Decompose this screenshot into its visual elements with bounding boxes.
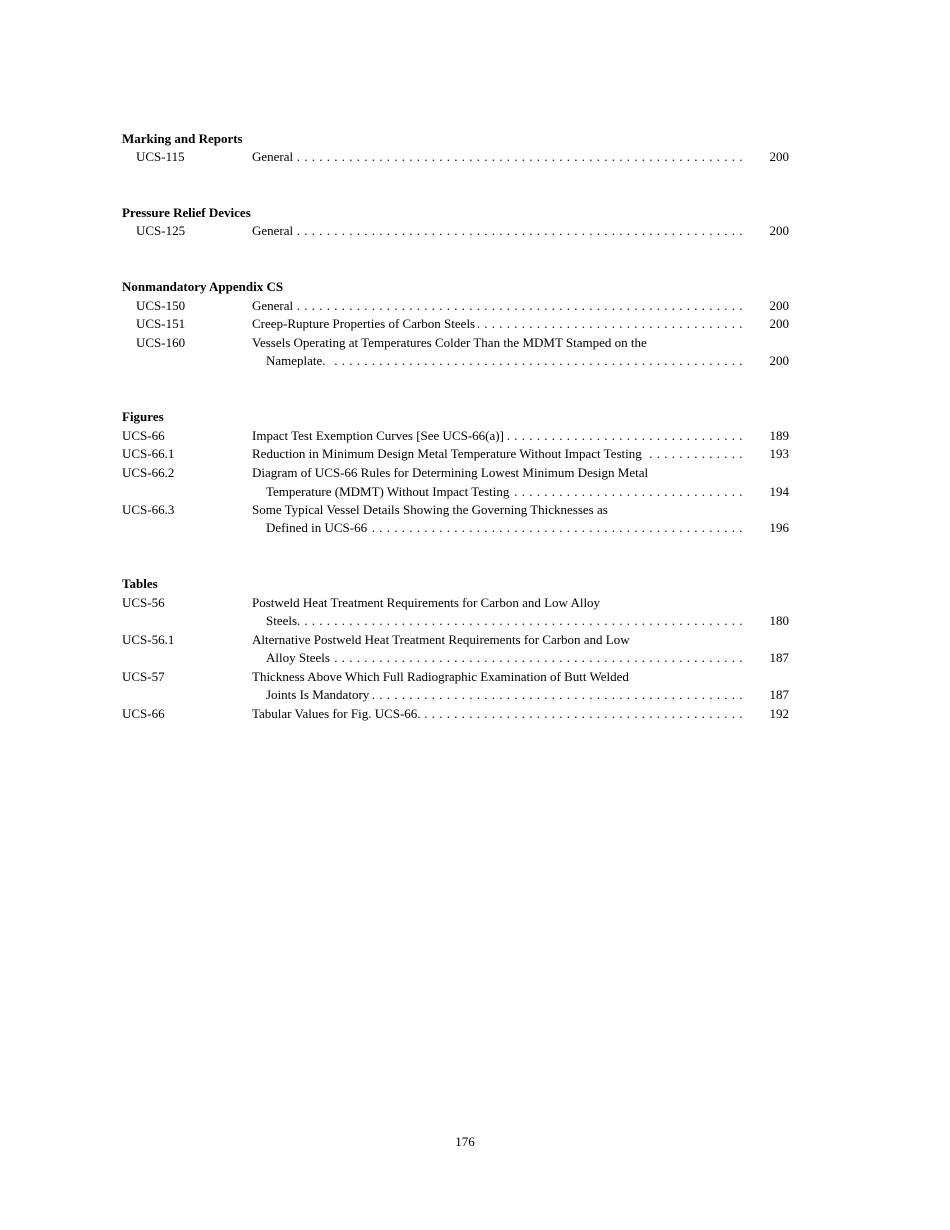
entry-code: UCS-66 xyxy=(122,706,165,721)
entry-title: General . . . xyxy=(252,297,743,315)
entry-title: Alternative Postweld Heat Treatment Requirements for Carbon and Low xyxy=(252,632,630,647)
entry-page: 192 xyxy=(769,706,789,721)
entry-title-continued: Nameplate. . . . xyxy=(266,352,743,370)
entry-title: Tabular Values for Fig. UCS-66. . . . xyxy=(252,705,743,723)
entry-title: General . . . xyxy=(252,222,743,240)
entry-title-continued: Joints Is Mandatory . . . xyxy=(266,686,743,704)
entry-page: 200 xyxy=(769,223,789,238)
section-heading-figures: Figures xyxy=(122,409,164,424)
entry-code: UCS-125 xyxy=(136,223,186,238)
entry-page: 194 xyxy=(769,484,789,499)
page-number: 176 xyxy=(455,1134,475,1149)
entry-page: 193 xyxy=(769,446,789,461)
entry-code: UCS-57 xyxy=(122,669,165,684)
entry-title: Creep-Rupture Properties of Carbon Steels . . . xyxy=(252,315,743,333)
entry-title: Thickness Above Which Full Radiographic Examination of Butt Welded xyxy=(252,669,629,684)
entry-page: 180 xyxy=(769,613,789,628)
entry-title: Diagram of UCS-66 Rules for Determining Lowest Minimum Design Metal xyxy=(252,465,649,480)
entry-code: UCS-150 xyxy=(136,298,186,313)
entry-code: UCS-56.1 xyxy=(122,632,175,647)
entry-title-continued: Alloy Steels . . . xyxy=(266,649,743,667)
entry-page: 200 xyxy=(769,298,789,313)
section-heading-tables: Tables xyxy=(122,576,158,591)
entry-title: Vessels Operating at Temperatures Colder Than the MDMT Stamped on the xyxy=(252,335,647,350)
entry-code: UCS-66.1 xyxy=(122,446,175,461)
entry-code: UCS-56 xyxy=(122,595,165,610)
entry-code: UCS-115 xyxy=(136,149,185,164)
entry-page: 196 xyxy=(769,520,789,535)
entry-page: 200 xyxy=(769,316,789,331)
entry-title: Some Typical Vessel Details Showing the Governing Thicknesses as xyxy=(252,502,608,517)
entry-code: UCS-160 xyxy=(136,335,186,350)
entry-page: 189 xyxy=(769,428,789,443)
entry-title: Impact Test Exemption Curves [See UCS-66(a)] . . . xyxy=(252,427,743,445)
entry-title-continued: Defined in UCS-66 . . . xyxy=(266,519,743,537)
entry-page: 200 xyxy=(769,353,789,368)
entry-title-continued: Temperature (MDMT) Without Impact Testing . . . xyxy=(266,483,743,501)
entry-code: UCS-66 xyxy=(122,428,165,443)
entry-page: 187 xyxy=(769,687,789,702)
entry-title: Postweld Heat Treatment Requirements for Carbon and Low Alloy xyxy=(252,595,601,610)
entry-code: UCS-66.2 xyxy=(122,465,175,480)
entry-page: 200 xyxy=(769,149,789,164)
section-heading-appendix-cs: Nonmandatory Appendix CS xyxy=(122,279,284,294)
entry-title-continued: Steels. . . . xyxy=(266,612,743,630)
section-heading-pressure-relief: Pressure Relief Devices xyxy=(122,205,251,220)
entry-code: UCS-151 xyxy=(136,316,186,331)
entry-page: 187 xyxy=(769,650,789,665)
entry-title: Reduction in Minimum Design Metal Temperature Without Impact Testing . . . xyxy=(252,445,743,463)
section-heading-marking-reports: Marking and Reports xyxy=(122,131,243,146)
entry-title: General . . . xyxy=(252,148,743,166)
entry-code: UCS-66.3 xyxy=(122,502,175,517)
